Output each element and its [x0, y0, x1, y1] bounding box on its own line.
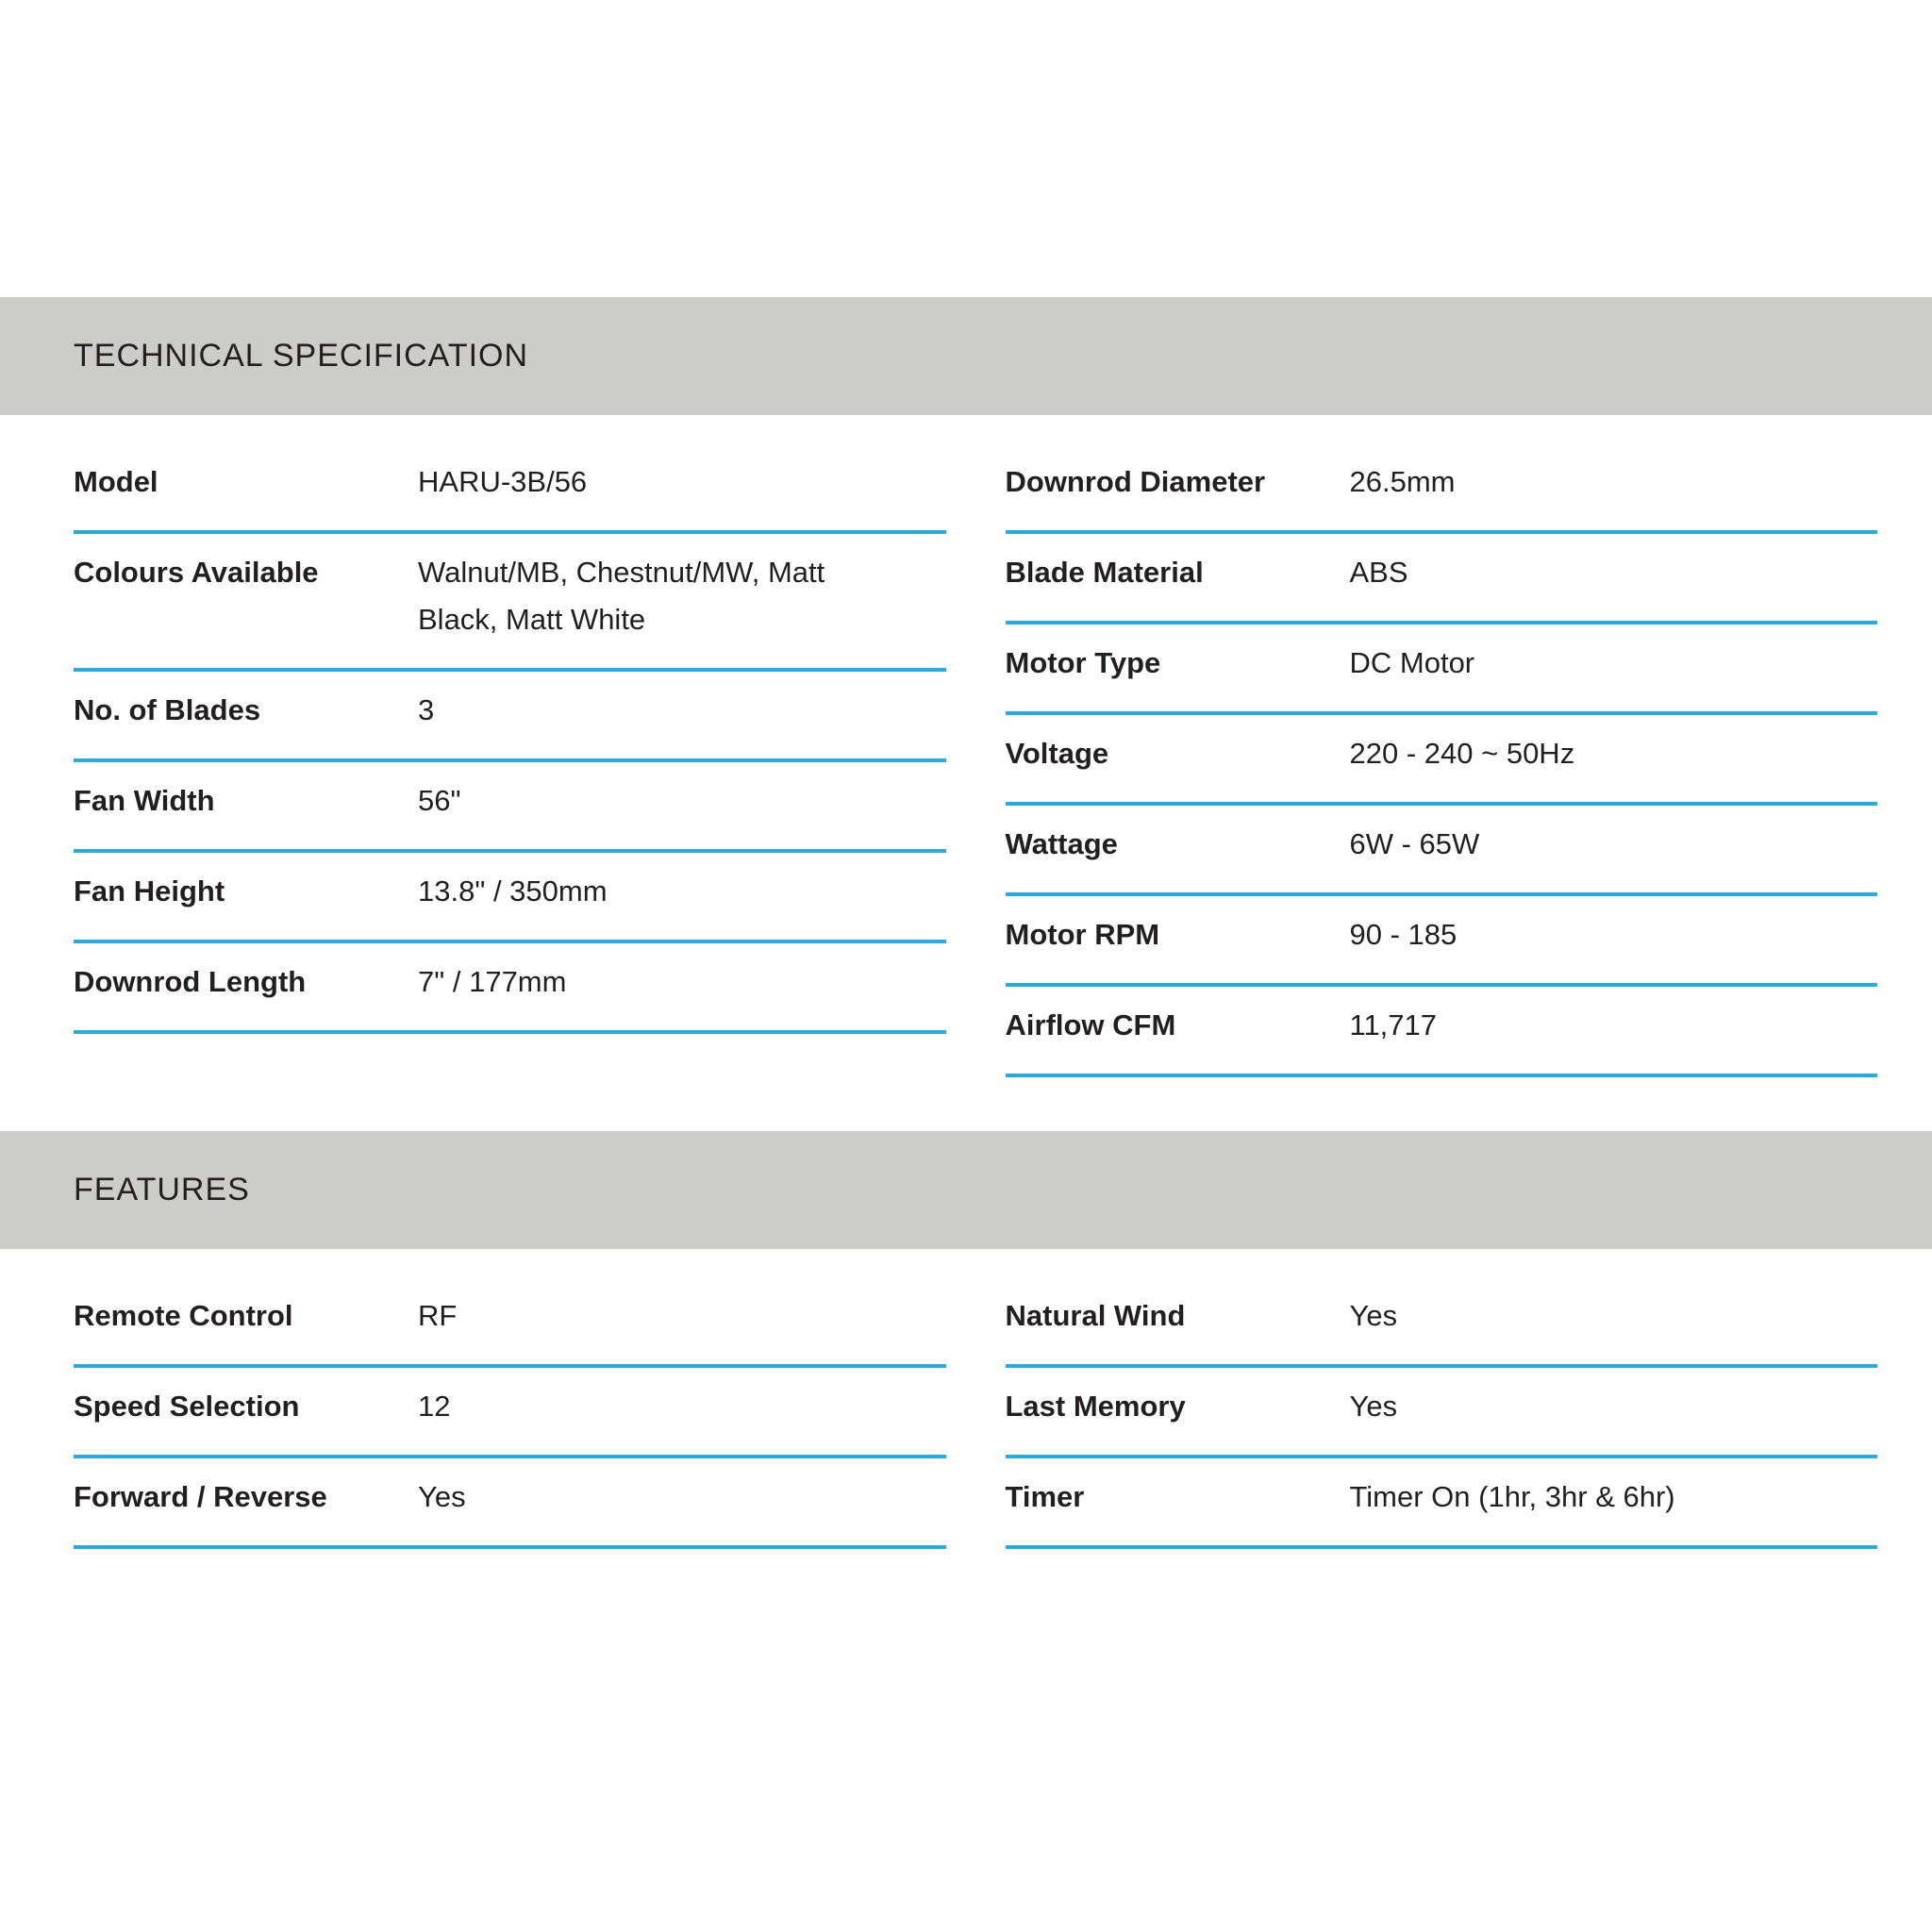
top-whitespace	[0, 0, 1932, 297]
spec-label-fan-height: Fan Height	[74, 874, 225, 908]
features-table	[74, 1277, 1877, 1549]
feature-row-speed-selection	[74, 1368, 946, 1458]
spec-label-model: Model	[74, 465, 158, 498]
spec-row-model	[74, 443, 946, 534]
spec-value-motor-type: DC Motor	[1349, 646, 1475, 679]
features-column-left	[74, 1277, 946, 1549]
feature-label-last-memory: Last Memory	[1005, 1390, 1186, 1423]
features-section	[0, 1131, 1932, 1549]
spec-label-fan-width: Fan Width	[74, 784, 215, 817]
spec-label-downrod-diameter: Downrod Diameter	[1005, 465, 1266, 498]
feature-label-forward-reverse: Forward / Reverse	[74, 1480, 327, 1513]
spec-value-downrod-length: 7" / 177mm	[418, 965, 567, 998]
spec-value-model: HARU-3B/56	[418, 465, 588, 498]
feature-label-remote-control: Remote Control	[74, 1299, 293, 1332]
feature-row-remote-control	[74, 1277, 946, 1368]
spec-row-colours-available	[74, 534, 946, 672]
spec-column-left	[74, 443, 946, 1077]
feature-row-last-memory	[1006, 1368, 1878, 1458]
spec-row-fan-height	[74, 853, 946, 943]
spec-value-motor-rpm: 90 - 185	[1349, 918, 1457, 951]
feature-label-natural-wind: Natural Wind	[1005, 1299, 1186, 1332]
feature-row-natural-wind	[1006, 1277, 1878, 1368]
spec-row-downrod-diameter	[1006, 443, 1878, 534]
feature-value-forward-reverse: Yes	[418, 1480, 466, 1513]
spec-row-fan-width	[74, 762, 946, 853]
spec-row-wattage	[1006, 806, 1878, 896]
technical-specification-table	[74, 443, 1877, 1077]
spec-value-no-of-blades: 3	[418, 693, 435, 726]
spec-label-downrod-length: Downrod Length	[74, 965, 307, 998]
technical-specification-header-bar	[0, 297, 1932, 415]
feature-value-remote-control: RF	[418, 1299, 458, 1332]
spec-row-blade-material	[1006, 534, 1878, 625]
features-column-right	[1006, 1277, 1878, 1549]
feature-value-speed-selection: 12	[418, 1390, 451, 1423]
spec-value-colours-available: Walnut/MB, Chestnut/MW, Matt Black, Matt White	[418, 556, 825, 636]
feature-label-speed-selection: Speed Selection	[74, 1390, 300, 1423]
spec-row-no-of-blades	[74, 672, 946, 762]
spec-label-voltage: Voltage	[1005, 737, 1109, 770]
spec-label-motor-type: Motor Type	[1005, 646, 1161, 679]
spec-value-downrod-diameter: 26.5mm	[1349, 465, 1456, 498]
spec-label-wattage: Wattage	[1005, 827, 1118, 860]
spec-row-voltage	[1006, 715, 1878, 806]
spec-value-airflow-cfm: 11,717	[1349, 1008, 1438, 1041]
spec-value-fan-height: 13.8" / 350mm	[418, 874, 608, 908]
feature-value-timer: Timer On (1hr, 3hr & 6hr)	[1349, 1480, 1675, 1513]
spec-label-no-of-blades: No. of Blades	[74, 693, 261, 726]
spec-label-motor-rpm: Motor RPM	[1005, 918, 1160, 951]
spec-value-fan-width: 56"	[418, 784, 461, 817]
feature-value-last-memory: Yes	[1349, 1390, 1398, 1423]
features-header-bar	[0, 1131, 1932, 1249]
features-title: FEATURES	[74, 1172, 250, 1208]
technical-specification-section	[0, 297, 1932, 1077]
technical-specification-title: TECHNICAL SPECIFICATION	[74, 338, 529, 374]
spec-value-wattage: 6W - 65W	[1349, 827, 1480, 860]
spec-row-downrod-length	[74, 943, 946, 1034]
spec-label-blade-material: Blade Material	[1005, 556, 1204, 589]
spec-label-colours-available: Colours Available	[74, 556, 319, 589]
spec-column-right	[1006, 443, 1878, 1077]
spec-label-airflow-cfm: Airflow CFM	[1005, 1008, 1176, 1041]
feature-row-forward-reverse	[74, 1458, 946, 1549]
spec-row-motor-rpm	[1006, 896, 1878, 987]
spec-value-blade-material: ABS	[1349, 556, 1408, 589]
feature-label-timer: Timer	[1005, 1480, 1085, 1513]
spec-row-motor-type	[1006, 625, 1878, 715]
feature-row-timer	[1006, 1458, 1878, 1549]
spec-row-airflow-cfm	[1006, 987, 1878, 1077]
spec-value-voltage: 220 - 240 ~ 50Hz	[1349, 737, 1575, 770]
feature-value-natural-wind: Yes	[1349, 1299, 1398, 1332]
